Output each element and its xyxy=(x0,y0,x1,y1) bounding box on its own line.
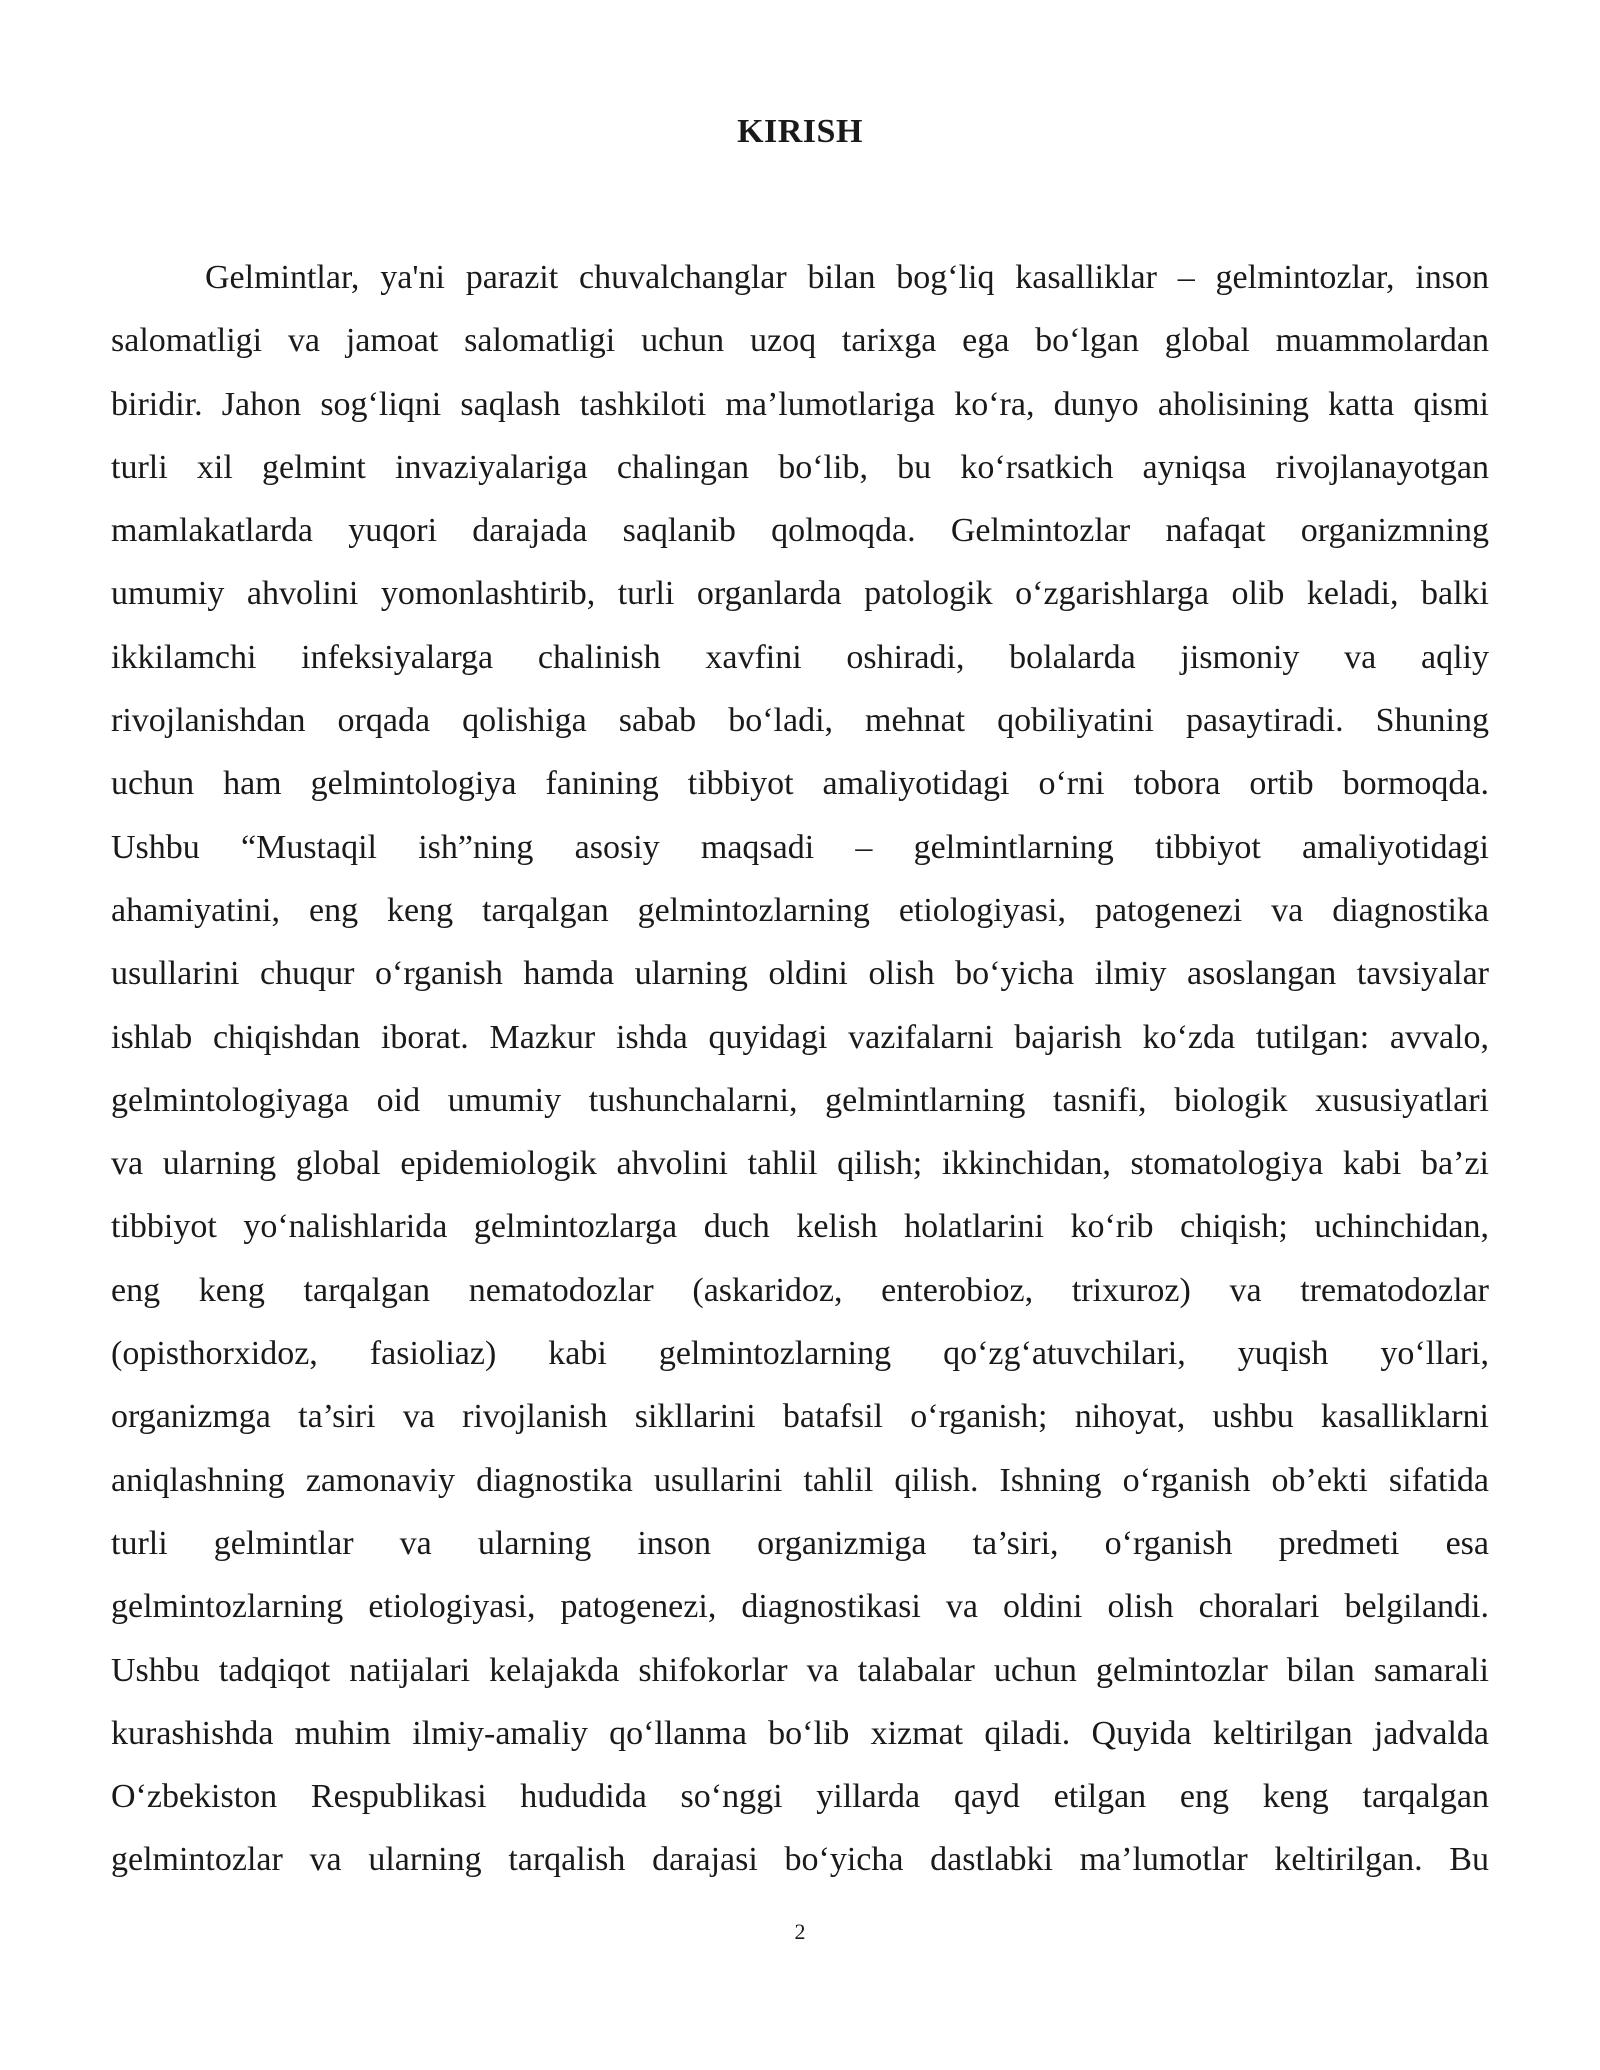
paragraph-line: gelmintozlarning etiologiyasi, patogenezi, diagnostikasi va oldini olish choralari belgilandi. xyxy=(111,1588,1489,1626)
paragraph-line: uchun ham gelmintologiya fanining tibbiyot amaliyotidagi o‘rni tobora ortib bormoqda. xyxy=(111,765,1489,803)
paragraph-line: turli xil gelmint invaziyalariga chalingan bo‘lib, bu ko‘rsatkich ayniqsa rivojlanayotgan xyxy=(111,448,1489,486)
paragraph-line: Gelmintlar, ya'ni parazit chuvalchanglar bilan bog‘liq kasalliklar – gelmintozlar, inson xyxy=(205,259,1489,296)
paragraph-line: tibbiyot yo‘nalishlarida gelmintozlarga duch kelish holatlarini ko‘rib chiqish; uchinchidan, xyxy=(111,1208,1489,1246)
paragraph-line: (opisthorxidoz, fasioliaz) kabi gelmintozlarning qo‘zg‘atuvchilari, yuqish yo‘llari, xyxy=(111,1335,1489,1373)
paragraph-line: Ushbu tadqiqot natijalari kelajakda shifokorlar va talabalar uchun gelmintozlar bilan samarali xyxy=(111,1651,1489,1689)
page-title: KIRISH xyxy=(737,113,863,150)
paragraph-line: turli gelmintlar va ularning inson organizmiga ta’siri, o‘rganish predmeti esa xyxy=(111,1524,1489,1562)
paragraph-line: va ularning global epidemiologik ahvolini tahlil qilish; ikkinchidan, stomatologiya kabi ba’zi xyxy=(111,1145,1489,1183)
paragraph-line: organizmga ta’siri va rivojlanish sikllarini batafsil o‘rganish; nihoyat, ushbu kasalliklarni xyxy=(111,1398,1489,1436)
paragraph-line: ahamiyatini, eng keng tarqalgan gelmintozlarning etiologiyasi, patogenezi va diagnostika xyxy=(111,891,1489,929)
page-number: 2 xyxy=(794,1919,806,1944)
paragraph-line: biridir. Jahon sog‘liqni saqlash tashkiloti ma’lumotlariga ko‘ra, dunyo aholisining katta qismi xyxy=(111,385,1489,423)
paragraph-line: ishlab chiqishdan iborat. Mazkur ishda quyidagi vazifalarni bajarish ko‘zda tutilgan: avvalo, xyxy=(111,1018,1489,1056)
paragraph-line: gelmintozlar va ularning tarqalish darajasi bo‘yicha dastlabki ma’lumotlar keltirilgan. Bu xyxy=(111,1841,1489,1879)
paragraph-line: kurashishda muhim ilmiy-amaliy qo‘llanma bo‘lib xizmat qiladi. Quyida keltirilgan jadvalda xyxy=(111,1714,1489,1752)
paragraph-line: usullarini chuqur o‘rganish hamda ularning oldini olish bo‘yicha ilmiy asoslangan tavsiyalar xyxy=(111,955,1489,993)
paragraph-line: salomatligi va jamoat salomatligi uchun uzoq tarixga ega bo‘lgan global muammolardan xyxy=(111,322,1489,360)
paragraph-line: umumiy ahvolini yomonlashtirib, turli organlarda patologik o‘zgarishlarga olib keladi, balki xyxy=(111,575,1489,613)
paragraph-line: aniqlashning zamonaviy diagnostika usullarini tahlil qilish. Ishning o‘rganish ob’ekti sifatida xyxy=(111,1461,1489,1499)
paragraph-line: ikkilamchi infeksiyalarga chalinish xavfini oshiradi, bolalarda jismoniy va aqliy xyxy=(111,638,1489,676)
paragraph-line: O‘zbekiston Respublikasi hududida so‘nggi yillarda qayd etilgan eng keng tarqalgan xyxy=(111,1778,1489,1816)
paragraph-line: rivojlanishdan orqada qolishiga sabab bo‘ladi, mehnat qobiliyatini pasaytiradi. Shuning xyxy=(111,702,1489,740)
paragraph-line: gelmintologiyaga oid umumiy tushunchalarni, gelmintlarning tasnifi, biologik xususiyatlari xyxy=(111,1081,1489,1119)
paragraph-line: eng keng tarqalgan nematodozlar (askaridoz, enterobioz, trixuroz) va trematodozlar xyxy=(111,1271,1489,1309)
paragraph-line: Ushbu “Mustaqil ish”ning asosiy maqsadi – gelmintlarning tibbiyot amaliyotidagi xyxy=(111,828,1489,866)
paragraph-line: mamlakatlarda yuqori darajada saqlanib qolmoqda. Gelmintozlar nafaqat organizmning xyxy=(111,512,1489,550)
body-paragraph xyxy=(111,246,1489,1892)
